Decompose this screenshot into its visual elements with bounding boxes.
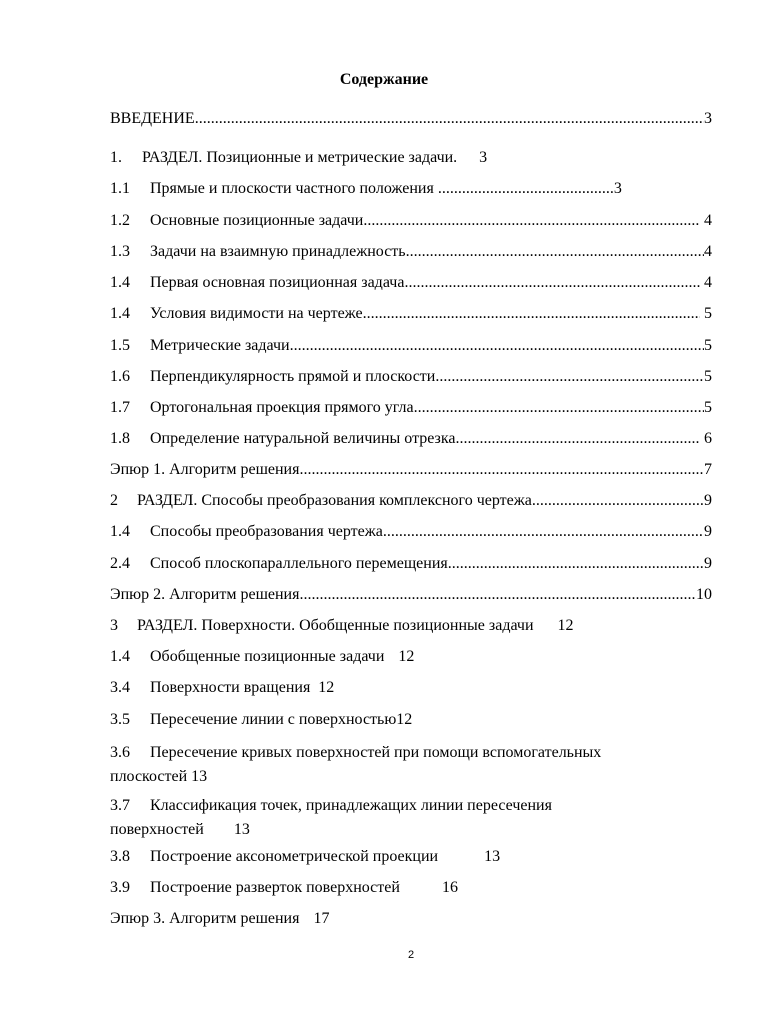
toc-entry-number: 3.7	[110, 797, 130, 814]
toc-entry-3-7[interactable]	[110, 794, 552, 842]
toc-entry-page: 9	[704, 555, 712, 572]
toc-entry-1-8[interactable]	[110, 429, 712, 449]
toc-entry-label: Построение аксонометрической проекции	[150, 848, 439, 865]
toc-entry-number: 1.3	[110, 243, 130, 260]
toc-entry-epure-1[interactable]	[110, 460, 712, 480]
leader-dots	[299, 460, 704, 480]
toc-entry-1-6[interactable]	[110, 367, 712, 387]
toc-entry-page: 4	[700, 274, 712, 291]
toc-entry-page: 5	[704, 368, 712, 385]
toc-entry-page: 16	[441, 879, 458, 896]
toc-entry-3-6[interactable]	[110, 741, 601, 789]
toc-entry-label: Пересечение линии с поверхностью	[150, 711, 397, 728]
toc-entry-label: Прямые и плоскости частного положения	[150, 180, 438, 197]
toc-entry-number: 1.4	[110, 523, 130, 540]
toc-entry-label: ВВЕДЕНИЕ	[110, 110, 195, 127]
toc-entry-epure-3[interactable]	[110, 909, 329, 929]
toc-entry-3-4[interactable]	[110, 678, 334, 698]
leader-dots	[195, 109, 704, 129]
toc-entry-number: 2.4	[110, 555, 130, 572]
toc-entry-1-4b[interactable]	[110, 304, 712, 324]
toc-entry-label: Обобщенные позиционные задачи	[150, 648, 385, 665]
toc-entry-page: 5	[700, 305, 712, 322]
leader-dots	[406, 242, 704, 262]
toc-entry-page: 9	[704, 492, 712, 509]
leader-dots: ............................................	[437, 180, 614, 197]
toc-entry-number: 3.6	[110, 744, 130, 761]
toc-entry-page: 9	[704, 523, 712, 540]
leader-dots	[456, 429, 701, 449]
toc-entry-number: 1.4	[110, 648, 130, 665]
toc-entry-page: 12	[318, 679, 335, 696]
toc-entry-page: 12	[398, 648, 415, 665]
toc-entry-number: 1.8	[110, 430, 130, 447]
toc-entry-page: 10	[696, 586, 712, 603]
leader-dots	[363, 211, 700, 231]
toc-entry-label: Пересечение кривых поверхностей при помощи вспомогательных	[150, 744, 602, 761]
leader-dots	[383, 522, 704, 542]
leader-dots	[363, 304, 700, 324]
toc-entry-label: РАЗДЕЛ. Поверхности. Обобщенные позиционные задачи	[137, 617, 534, 634]
toc-entry-3-5[interactable]	[110, 710, 412, 730]
toc-entry-number: 2	[110, 492, 118, 509]
toc-entry-label: Определение натуральной величины отрезка	[150, 430, 456, 447]
leader-dots	[448, 554, 704, 574]
toc-entry-number: 3.4	[110, 679, 130, 696]
toc-entry-epure-2[interactable]	[110, 585, 712, 605]
toc-entry-page: 17	[313, 910, 330, 927]
toc-entry-label: РАЗДЕЛ. Позиционные и метрические задачи.	[142, 149, 458, 166]
toc-entry-page: 5	[704, 337, 712, 354]
toc-entry-label: Классификация точек, принадлежащих линии пересечения	[150, 797, 552, 814]
toc-entry-introduction[interactable]	[110, 109, 712, 129]
toc-entry-1-1[interactable]	[110, 179, 622, 199]
toc-entry-2-1[interactable]	[110, 522, 712, 542]
toc-entry-label: Эпюр 3. Алгоритм решения	[110, 910, 300, 927]
toc-entry-label: Эпюр 2. Алгоритм решения	[110, 586, 300, 603]
toc-entry-label: Задачи на взаимную принадлежность	[150, 243, 406, 260]
leader-dots	[414, 398, 704, 418]
toc-entry-1-7[interactable]	[110, 398, 712, 418]
toc-entry-label: РАЗДЕЛ. Способы преобразования комплексного чертежа	[137, 492, 532, 509]
leader-dots	[532, 491, 704, 511]
toc-entry-1-5[interactable]	[110, 336, 712, 356]
toc-entry-3-8[interactable]	[110, 847, 500, 867]
toc-entry-label: Построение разверток поверхностей	[150, 879, 400, 896]
toc-entry-3-9[interactable]	[110, 878, 458, 898]
toc-entry-label: Ортогональная проекция прямого угла	[150, 399, 414, 416]
toc-entry-number: 1.5	[110, 337, 130, 354]
toc-entry-number: 1.6	[110, 368, 130, 385]
toc-entry-3-1[interactable]	[110, 647, 414, 667]
toc-entry-label: Способы преобразования чертежа	[150, 523, 383, 540]
toc-entry-label: Первая основная позиционная задача	[150, 274, 405, 291]
toc-entry-page: 3	[479, 149, 488, 166]
toc-entry-number: 1.4	[110, 274, 130, 291]
toc-entry-label: Условия видимости на чертеже	[150, 305, 363, 322]
toc-entry-page: 13	[233, 821, 250, 838]
toc-entry-page: 5	[704, 399, 712, 416]
toc-entry-2-4[interactable]	[110, 554, 712, 574]
toc-entry-page: 3	[704, 110, 712, 127]
toc-entry-1-3[interactable]	[110, 242, 712, 262]
toc-entry-number: 1.4	[110, 305, 130, 322]
toc-entry-number: 3.8	[110, 848, 130, 865]
toc-entry-page: 4	[700, 212, 712, 229]
toc-entry-label-continued: поверхностей	[110, 821, 204, 838]
toc-entry-page: 6	[700, 430, 712, 447]
toc-entry-page: 7	[704, 461, 712, 478]
toc-entry-page: 13	[484, 848, 501, 865]
leader-dots	[435, 367, 704, 387]
toc-entry-page: 12	[557, 617, 574, 634]
toc-entry-section-2[interactable]	[110, 491, 712, 511]
toc-entry-number: 3	[110, 617, 118, 634]
toc-entry-page: 12	[396, 711, 413, 728]
leader-dots	[299, 585, 696, 605]
leader-dots	[404, 273, 700, 293]
toc-entry-label: Метрические задачи	[150, 337, 290, 354]
page-number: 2	[407, 949, 415, 961]
toc-entry-label: Эпюр 1. Алгоритм решения	[110, 461, 300, 478]
toc-entry-number: 1.1	[110, 180, 130, 197]
toc-entry-label: Основные позиционные задачи	[150, 212, 364, 229]
toc-entry-page: 13	[191, 768, 208, 785]
toc-entry-section-3[interactable]	[110, 616, 574, 636]
toc-entry-number: 3.9	[110, 879, 130, 896]
toc-entry-number: 1.7	[110, 399, 130, 416]
toc-entry-page: 3	[613, 180, 622, 197]
toc-entry-label: Способ плоскопараллельного перемещения	[150, 555, 448, 572]
toc-entry-number: 3.5	[110, 711, 130, 728]
toc-entry-label-continued: плоскостей	[110, 768, 188, 785]
toc-entry-number: 1.	[110, 149, 122, 166]
toc-entry-section-1[interactable]	[110, 148, 487, 168]
toc-entry-label: Перпендикулярность прямой и плоскости	[150, 368, 436, 385]
toc-entry-page: 4	[704, 243, 712, 260]
toc-entry-number: 1.2	[110, 212, 130, 229]
toc-title: Содержание	[339, 71, 429, 88]
toc-entry-label: Поверхности вращения	[150, 679, 311, 696]
toc-entry-1-2[interactable]	[110, 211, 712, 231]
toc-entry-1-4[interactable]	[110, 273, 712, 293]
leader-dots	[290, 336, 704, 356]
